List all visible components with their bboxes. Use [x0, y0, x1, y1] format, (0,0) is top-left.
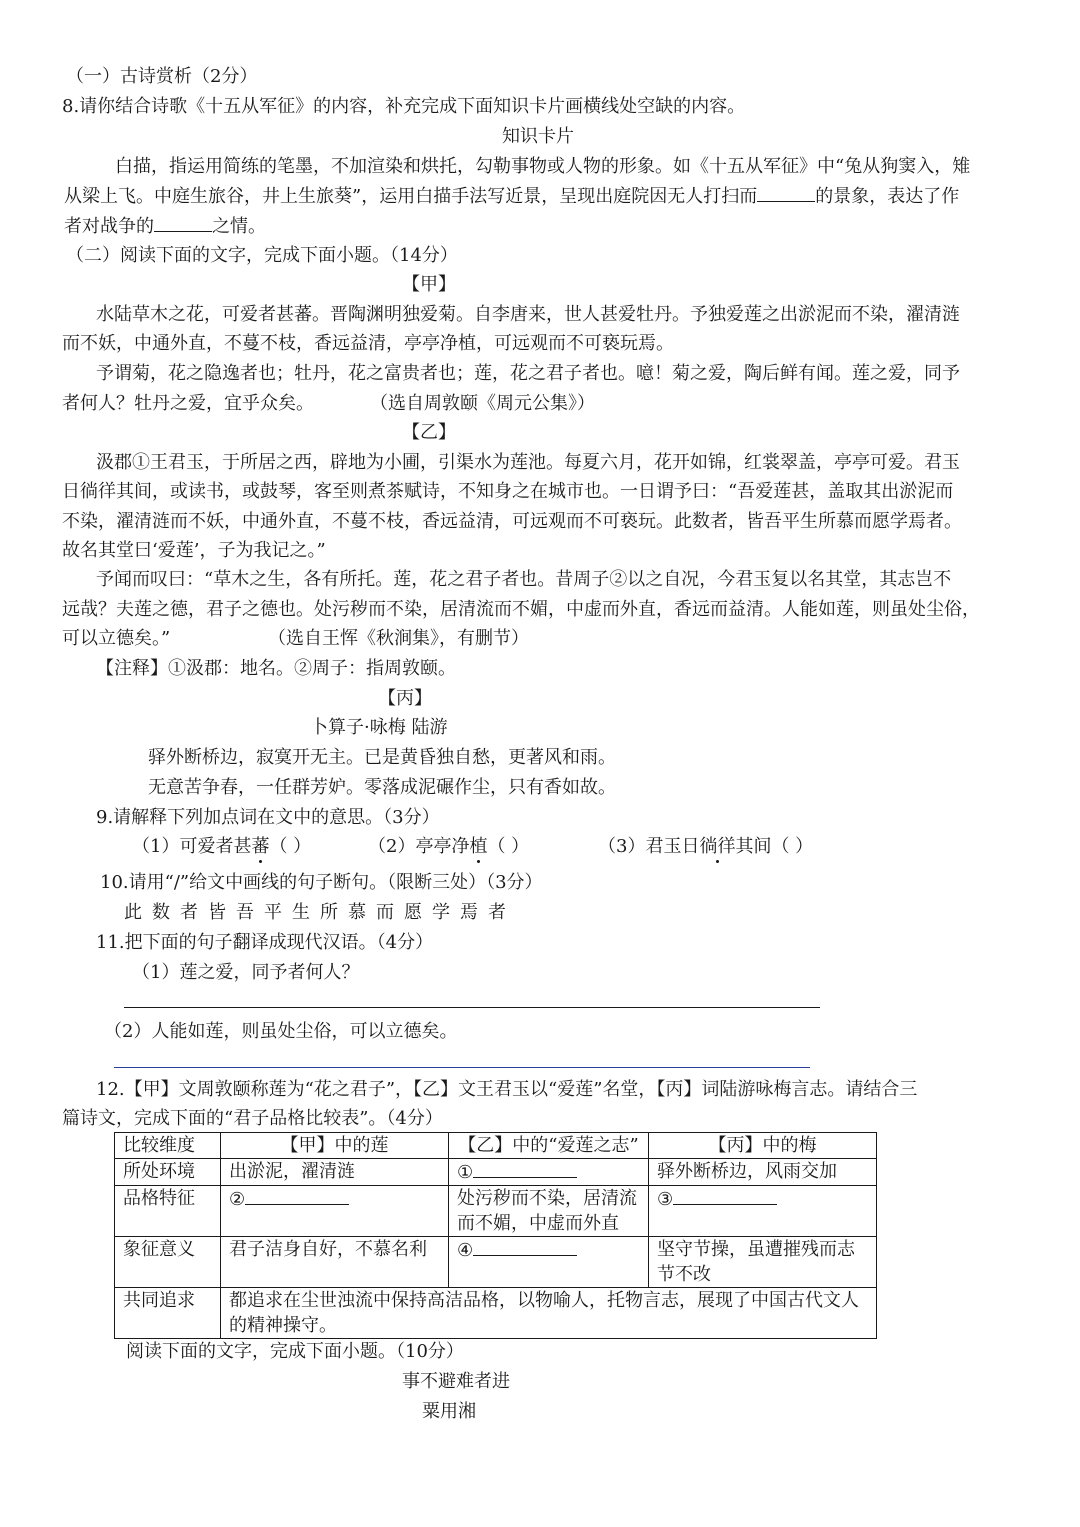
- blank-marker-4: ④: [457, 1240, 474, 1261]
- article-title: 事不避难者进: [402, 1371, 510, 1392]
- q9-dotted-word-3: 徜徉: [699, 836, 736, 857]
- q9-item-1: [132, 834, 311, 860]
- jia-p1-line-2: 而不妖，中通外直，不蔓不枝，香远益清，亭亭净植，可远观而不可亵玩焉。: [62, 333, 674, 354]
- yi-p1-line-1: 汲郡①王君玉，于所居之西，辟地为小圃，引渠水为莲池。每夏六月，花开如锦，红裳翠盖，亭亭可爱。君玉: [96, 452, 960, 473]
- blank-marker-2: ②: [229, 1189, 246, 1210]
- yi-annotation: 【注释】①汲郡：地名。②周子：指周敦颐。: [96, 658, 456, 679]
- q9-item-3: [598, 834, 813, 860]
- table-row: [115, 1159, 877, 1186]
- passage-jia-label: 【甲】: [402, 274, 456, 295]
- yi-p1-line-2: 日徜徉其间，或读书，或鼓琴，客至则煮茶赋诗，不知身之在城市也。一日谓予曰：“吾爱莲甚，盖取其出淤泥而: [62, 481, 954, 502]
- table-blank-3[interactable]: [673, 1186, 777, 1205]
- passage-yi-label: 【乙】: [402, 422, 456, 443]
- q9-item-3-text-tail: 其间: [735, 836, 772, 857]
- table-cell: [449, 1237, 649, 1288]
- q9-item-1-text: （1）可爱者甚: [132, 836, 252, 857]
- card-line-3-text-a: 者对战争的: [64, 216, 154, 237]
- table-cell: 出淤泥，濯清涟: [221, 1159, 449, 1186]
- section-3-heading: 阅读下面的文字，完成下面小题。（10分）: [126, 1341, 464, 1362]
- jia-p1-line-1: 水陆草木之花，可爱者甚蕃。晋陶渊明独爱菊。自李唐来，世人甚爱牡丹。予独爱莲之出淤泥而不染，濯清涟: [96, 304, 960, 325]
- poem-line-1: 驿外断桥边，寂寞开无主。已是黄昏独自愁，更著风和雨。: [148, 747, 616, 768]
- section-2-heading: （二）阅读下面的文字，完成下面小题。（14分）: [66, 245, 458, 266]
- yi-p1-line-3: 不染，濯清涟而不妖，中通外直，不蔓不枝，香远益清，可远观而不可亵玩。此数者，皆吾平生所慕而愿学焉者。: [62, 511, 962, 532]
- question-9-stem: 9.请解释下列加点词在文中的意思。（3分）: [96, 807, 440, 828]
- poem-title: 卜算子·咏梅 陆游: [310, 717, 448, 738]
- table-header: 【乙】中的“爱莲之志”: [449, 1133, 649, 1159]
- table-cell: [449, 1159, 649, 1186]
- question-11-stem: 11.把下面的句子翻译成现代汉语。（4分）: [96, 932, 434, 953]
- card-line-2: [64, 183, 959, 210]
- poem-line-2: 无意苦争春，一任群芳妒。零落成泥碾作尘，只有香如故。: [148, 777, 616, 798]
- q9-answer-slot-3[interactable]: （ ）: [771, 836, 814, 857]
- question-12-stem-line-2: 篇诗文，完成下面的“君子品格比较表”。（4分）: [62, 1108, 443, 1129]
- table-row: [115, 1288, 877, 1339]
- question-8-stem: 8.请你结合诗歌《十五从军征》的内容，补充完成下面知识卡片画横线处空缺的内容。: [62, 96, 746, 117]
- q9-item-2: [368, 834, 529, 860]
- answer-blank-1[interactable]: [757, 183, 815, 202]
- q11-answer-line-2[interactable]: [114, 1067, 810, 1068]
- card-line-1: 白描，指运用简练的笔墨，不加渲染和烘托，勾勒事物或人物的形象。如《十五从军征》中“兔从狗窦入，雉: [115, 156, 971, 177]
- jia-p2-line-2: 者何人？牡丹之爱，宜乎众矣。: [62, 393, 314, 414]
- card-line-2-text-a: 从梁上飞。中庭生旅谷，井上生旅葵”，运用白描手法写近景，呈现出庭院因无人打扫而: [64, 186, 758, 207]
- q9-dotted-word-1: 蕃: [251, 836, 270, 857]
- question-12-stem-line-1: 12.【甲】文周敦颐称莲为“花之君子”，【乙】文王君玉以“爱莲”名堂，【丙】词陆游咏梅言志。请结合三: [96, 1079, 918, 1100]
- jia-source: （选自周敦颐《周元公集》）: [370, 393, 595, 414]
- knowledge-card-title: 知识卡片: [502, 126, 574, 147]
- article-author: 粟用湘: [422, 1401, 476, 1422]
- q9-answer-slot-1[interactable]: （ ）: [269, 836, 312, 857]
- yi-p2-line-2: 远哉？夫莲之德，君子之德也。处污秽而不染，居清流而不媚，中虚而外直，香远而益清。人能如莲，则虽处尘俗，: [62, 599, 980, 620]
- jia-p2-line-1: 予谓菊，花之隐逸者也；牡丹，花之富贵者也；莲，花之君子者也。噫！菊之爱，陶后鲜有闻。莲之爱，同予: [96, 363, 960, 384]
- table-cell: 坚守节操，虽遭摧残而志节不改: [649, 1237, 877, 1288]
- passage-bing-label: 【丙】: [378, 688, 432, 709]
- yi-p2-line-1: 予闻而叹曰：“草木之生，各有所托。莲，花之君子者也。昔周子②以之自况，今君玉复以名其堂，其志岂不: [96, 569, 952, 590]
- yi-p1-line-4: 故名其堂曰‘爱莲’，子为我记之。”: [62, 540, 326, 561]
- table-cell: 共同追求: [115, 1288, 221, 1339]
- section-1-heading: （一）古诗赏析（2分）: [66, 66, 258, 87]
- table-cell: [649, 1186, 877, 1237]
- table-blank-1[interactable]: [473, 1159, 577, 1178]
- table-blank-4[interactable]: [473, 1237, 577, 1256]
- card-line-3: [64, 213, 266, 240]
- table-cell: 都追求在尘世浊流中保持高洁品格，以物喻人，托物言志，展现了中国古代文人的精神操守。: [221, 1288, 877, 1339]
- table-header: 比较维度: [115, 1133, 221, 1159]
- comparison-table: [114, 1132, 877, 1339]
- q9-answer-slot-2[interactable]: （ ）: [487, 836, 530, 857]
- table-row: [115, 1186, 877, 1237]
- card-line-3-text-b: 之情。: [212, 216, 266, 237]
- card-line-2-text-b: 的景象，表达了作: [815, 186, 960, 207]
- q11-sentence-2: （2）人能如莲，则虽处尘俗，可以立德矣。: [104, 1021, 458, 1042]
- table-cell: [221, 1186, 449, 1237]
- q11-sentence-1: （1）莲之爱，同予者何人？: [132, 962, 360, 983]
- yi-source: （选自王恽《秋涧集》，有删节）: [268, 628, 529, 649]
- answer-blank-2[interactable]: [154, 213, 212, 232]
- table-header: 【丙】中的梅: [649, 1133, 877, 1159]
- table-cell: 君子洁身自好，不慕名利: [221, 1237, 449, 1288]
- q10-sentence: 此数者皆吾平生所慕而愿学焉者: [124, 902, 516, 923]
- table-cell: 处污秽而不染，居清流而不媚，中虚而外直: [449, 1186, 649, 1237]
- yi-p2-line-3: 可以立德矣。”: [62, 628, 171, 649]
- table-cell: 所处环境: [115, 1159, 221, 1186]
- q9-dotted-word-2: 植: [469, 836, 488, 857]
- table-cell: 驿外断桥边，风雨交加: [649, 1159, 877, 1186]
- q9-item-2-text: （2）亭亭净: [368, 836, 470, 857]
- blank-marker-1: ①: [457, 1162, 474, 1183]
- blank-marker-3: ③: [657, 1189, 674, 1210]
- table-cell: 品格特征: [115, 1186, 221, 1237]
- table-header-row: [115, 1133, 877, 1159]
- q9-item-3-text: （3）君玉日: [598, 836, 700, 857]
- table-blank-2[interactable]: [245, 1186, 349, 1205]
- question-10-stem: 10.请用“/”给文中画线的句子断句。（限断三处）（3分）: [100, 872, 543, 893]
- table-cell: 象征意义: [115, 1237, 221, 1288]
- table-row: [115, 1237, 877, 1288]
- q11-answer-line-1[interactable]: [124, 1007, 820, 1008]
- table-header: 【甲】中的莲: [221, 1133, 449, 1159]
